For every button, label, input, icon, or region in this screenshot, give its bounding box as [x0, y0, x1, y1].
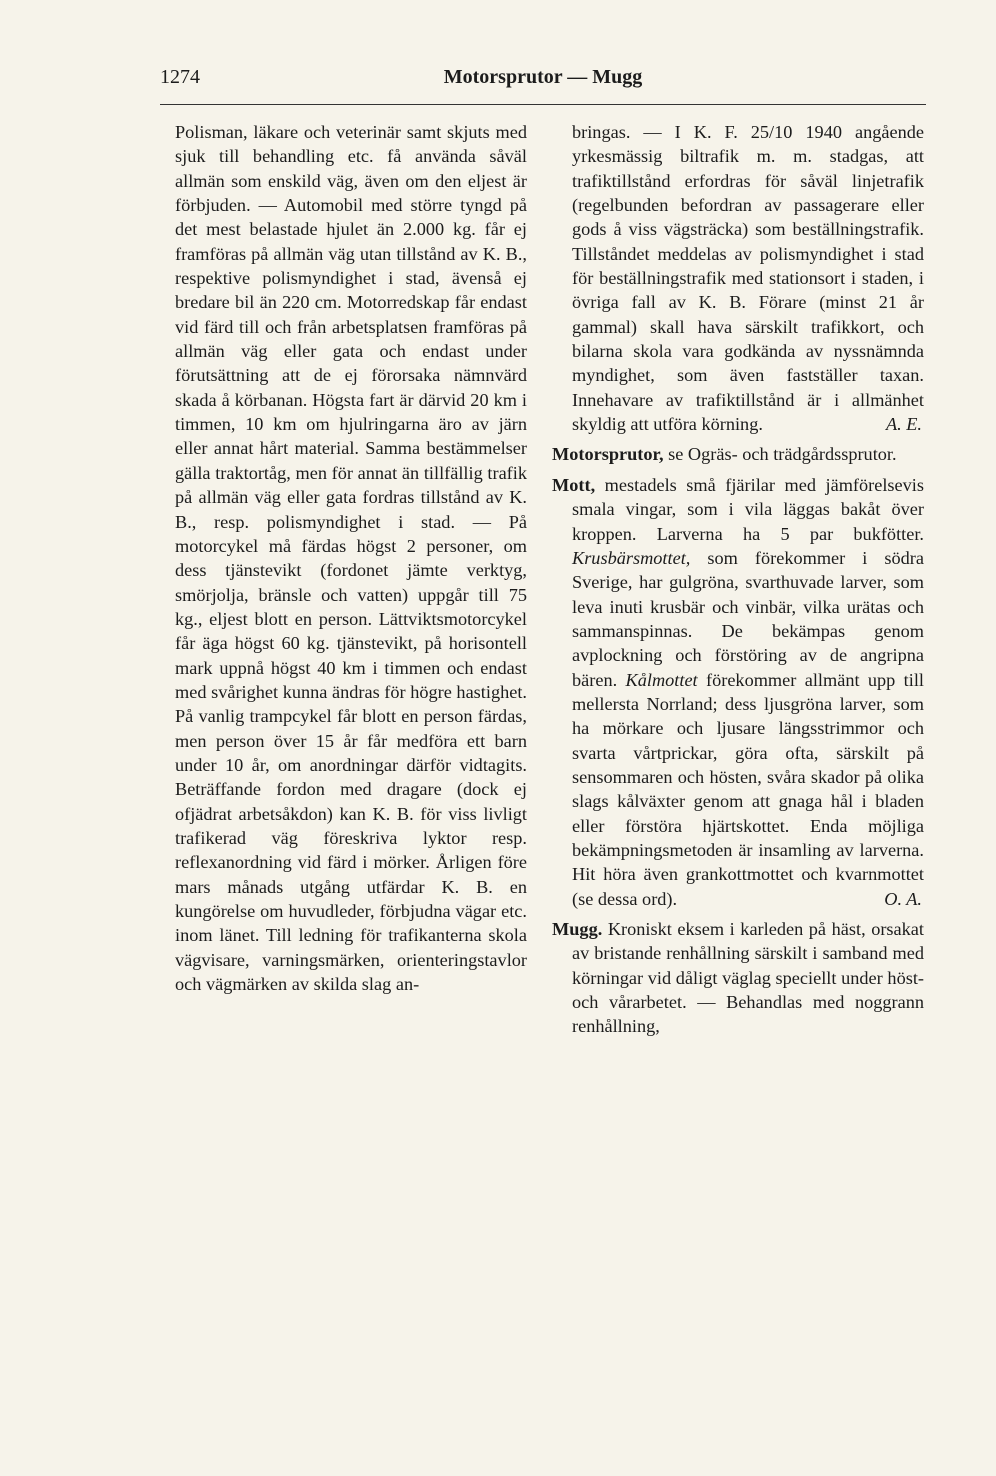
- entry-headword: Motorsprutor,: [552, 444, 664, 465]
- right-column: [552, 120, 924, 1045]
- entry-text: se Ogräs- och trädgårdssprutor.: [663, 444, 897, 465]
- entry-text: mestadels små fjärilar med jämförelsevis smala vingar, som i vila läggas bakåt över kroppen. Larverna ha 5 par bukfötter.: [572, 474, 924, 544]
- header-rule: [160, 104, 926, 105]
- entry-text: som förekommer i södra Sverige, har gulgröna, svarthuvade larver, som leva inuti krusbär och vinbär, vilka urätas och sammanspinnas. De bekämpas genom avplockning och förstöring av de angripna bären.: [572, 547, 924, 690]
- author-signature: O. A.: [884, 888, 922, 909]
- entry-motorsprutor: [552, 442, 924, 466]
- entry-text: Kroniskt eksem i karleden på häst, orsakat av bristande renhållning särskilt i samband med körningar vid dåligt väglag speciellt under höst- och vårarbetet. — Behandlas med noggrann renhållning,: [572, 919, 924, 1037]
- italic-term: Krusbärsmottet,: [572, 547, 691, 568]
- entry-mugg: [552, 917, 924, 1039]
- left-column: [175, 120, 527, 996]
- entry-headword: Mugg.: [552, 919, 603, 939]
- page-header: [160, 66, 926, 92]
- entry-headword: Mott,: [552, 474, 596, 495]
- article-text-left: Polisman, läkare och veterinär samt skjuts med sjuk till behandling etc. få använda såväl allmän som enskild väg, även om den eljest är förbjuden. — Automobil med större tyngd på det mest belastade hjulet än 2.000 kg. får ej framföras på allmän väg utan tillstånd av K. B., respektive polismyndighet i stad, ävenså ej bredare bil än 220 cm. Motorredskap får endast vid färd till och från arbetsplatsen framföras på allmän väg eller gata och endast under förutsättning att de ej förorsaka nämnvärd skada å körbanan. Högsta fart är därvid 20 km i timmen, 10 km om hjulringarna äro av järn eller annat hårt material. Samma bestämmelser gälla traktortåg, men för annat än tillfällig trafik på allmän väg eller gata fordras tillstånd av K. B., resp. polismyndighet i stad. — På motorcykel må färdas högst 2 personer, om dess tjänstevikt (fordonet jämte verktyg, smörjolja, bränsle och vatten) uppgår till 75 kg., eljest blott en person. Lättviktsmotorcykel får äga högst 60 kg. tjänstevikt, på horisontell mark uppnå högst 40 km i timmen och endast med svårighet kunna ändras för högre hastighet. På vanlig trampcykel får blott en person färdas, men person över 15 år får medföra ett barn under 10 år, om anordningar därför vidtagits. Beträffande fordon med dragare (dock ej ofjädrat arbetsåkdon) kan K. B. för viss livligt trafikerad väg föreskriva lyktor resp. reflexanordning vid färd i mörker. Årligen före mars månads utgång utfärdar K. B. en kungörelse om huvudleder, förbjudna vägar etc. inom länet. Till ledning för trafikanterna skola vägvisare, varningsmärken, orienteringstavlor och vägmärken av skilda slag an-: [175, 122, 527, 995]
- entry-mott: [552, 473, 924, 911]
- page-number: 1274: [160, 66, 200, 88]
- running-title: Motorsprutor — Mugg: [443, 66, 643, 88]
- article-continuation: [552, 120, 924, 436]
- continuation-text: bringas. — I K. F. 25/10 1940 angående yrkesmässig biltrafik m. m. stadgas, att trafiktillstånd erfordras för såväl linjetrafik (regelbunden befordran av passagerare eller gods å viss vägsträcka) som beställningstrafik. Tillståndet meddelas av polismyndighet i stad för beställningstrafik med stationsort i staden, i övriga fall av K. B. Förare (minst 21 år gammal) skall hava särskilt trafikkort, och bilarna skola vara godkända av nyssnämnda myndighet, som även fastställer taxan. Innehavare av trafiktillstånd är i allmänhet skyldig att utföra körning.: [572, 122, 924, 435]
- entry-text: förekommer allmänt upp till mellersta Norrland; dess ljusgröna larver, som ha mörkare och ljusare längsstrimmor och svarta vårtprickar, göra ofta, särskilt på sensommaren och hösten, svåra skador på olika slags kålväxter genom att gnaga hål i bladen eller förstöra hjärtskottet. Enda möjliga bekämpningsmetoden är insamling av larverna. Hit höra även grankottmottet och kvarnmottet (se dessa ord).: [572, 669, 924, 909]
- author-signature: A. E.: [885, 414, 922, 435]
- italic-term: Kålmottet: [625, 669, 698, 690]
